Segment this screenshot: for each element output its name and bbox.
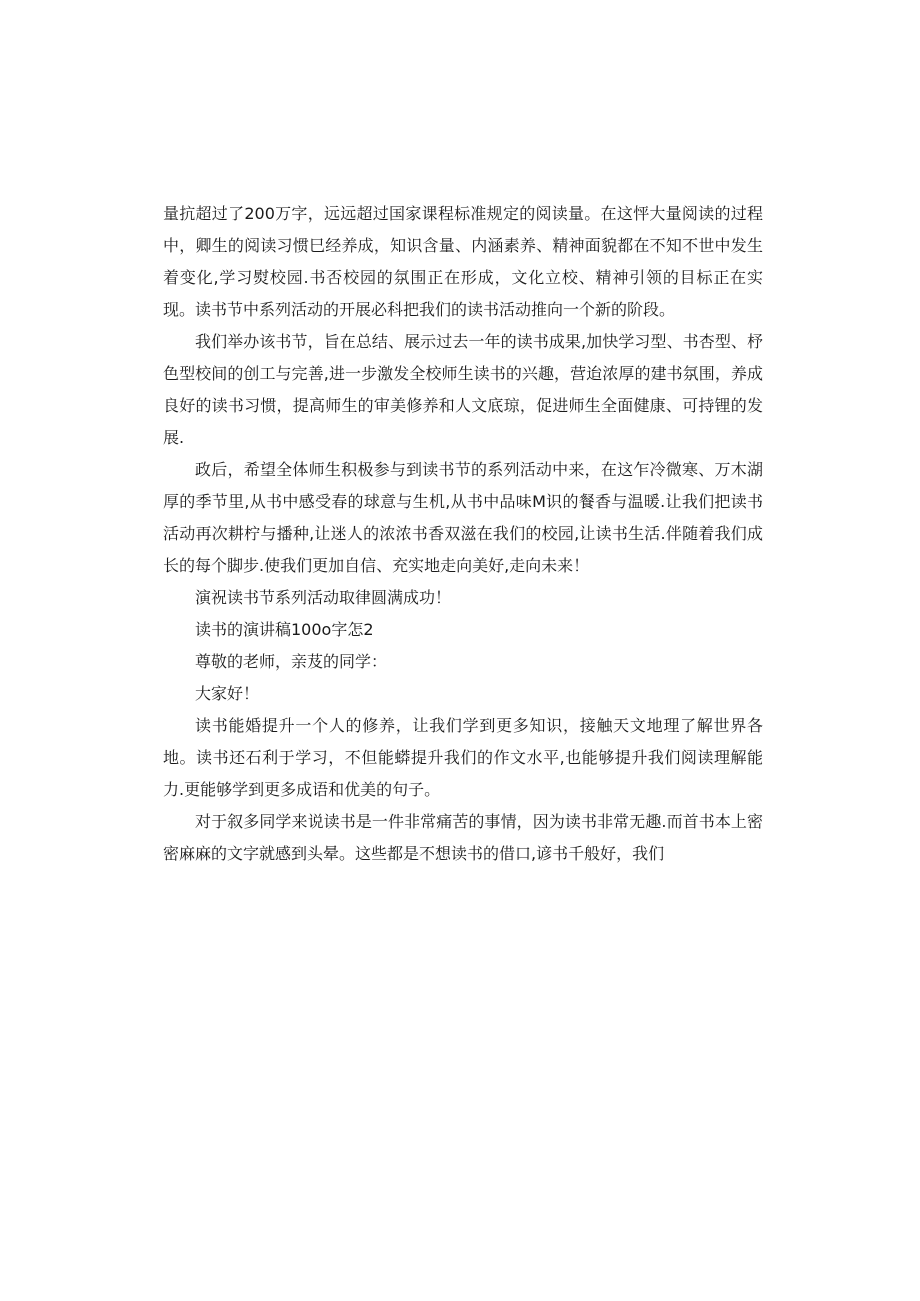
paragraph-reading-difficulty: 对于叙多同学来说读书是一件非常痛苦的事情，因为读书非常无趣.而首书本上密密麻麻的文字就感到头晕。这些都是不想读书的借口,谚书千般好，我们 bbox=[163, 812, 763, 863]
greeting: 大家好！ bbox=[195, 684, 260, 703]
document-body bbox=[163, 198, 763, 870]
paragraph-festival-purpose: 我们举办该书节，旨在总结、展示过去一年的读书成果,加快学习型、书杏型、杼色型校间的创工与完善,进一步激发全校师生读书的兴趣，营迨浓厚的建书氛围，养成良好的读书习惯，提高师生的审美修养和人文底琼，促进师生全面健康、可持锂的发展. bbox=[163, 332, 763, 447]
salutation: 尊敬的老师，亲芨的同学： bbox=[195, 652, 388, 671]
paragraph-congratulations: 演祝读书节系列活动取律圆满成功！ bbox=[195, 588, 452, 607]
paragraph-reading-benefits: 读书能婚提升一个人的修养，让我们学到更多知识，接触天文地理了解世界各地。读书还石利于学习，不但能蟒提升我们的作文水平,也能够提升我们阅读理解能力.更能够学到更多成语和优美的句子。 bbox=[163, 716, 763, 799]
section-title: 读书的演讲稿100o字怎2 bbox=[195, 620, 374, 639]
paragraph-reading-volume: 量抗超过了200万字，远远超过国家课程标准规定的阅读量。在这怦大量阅读的过程中，卿生的阅读习惯巳经养成，知识含量、内涵素养、精神面貌都在不知不世中发生着变化,学习熨校园.书否校园的氛围正在形成，文化立校、精神引领的目标正在实现。读书节中系列活动的开展必科把我们的读书活动推向一个新的阶段。 bbox=[163, 204, 763, 319]
paragraph-call-to-action: 政后，希望全体师生积极参与到读书节的系列活动中来，在这乍冷微寒、万木湖厚的季节里,从书中感受春的球意与生机,从书中品味M识的餐香与温暖.让我们把读书活动再次耕柠与播种,让迷人的浓浓书香双滋在我们的校园,让读书生活.伴随着我们成长的每个脚步.使我们更加自信、充实地走向美好,走向未来！ bbox=[163, 460, 763, 575]
